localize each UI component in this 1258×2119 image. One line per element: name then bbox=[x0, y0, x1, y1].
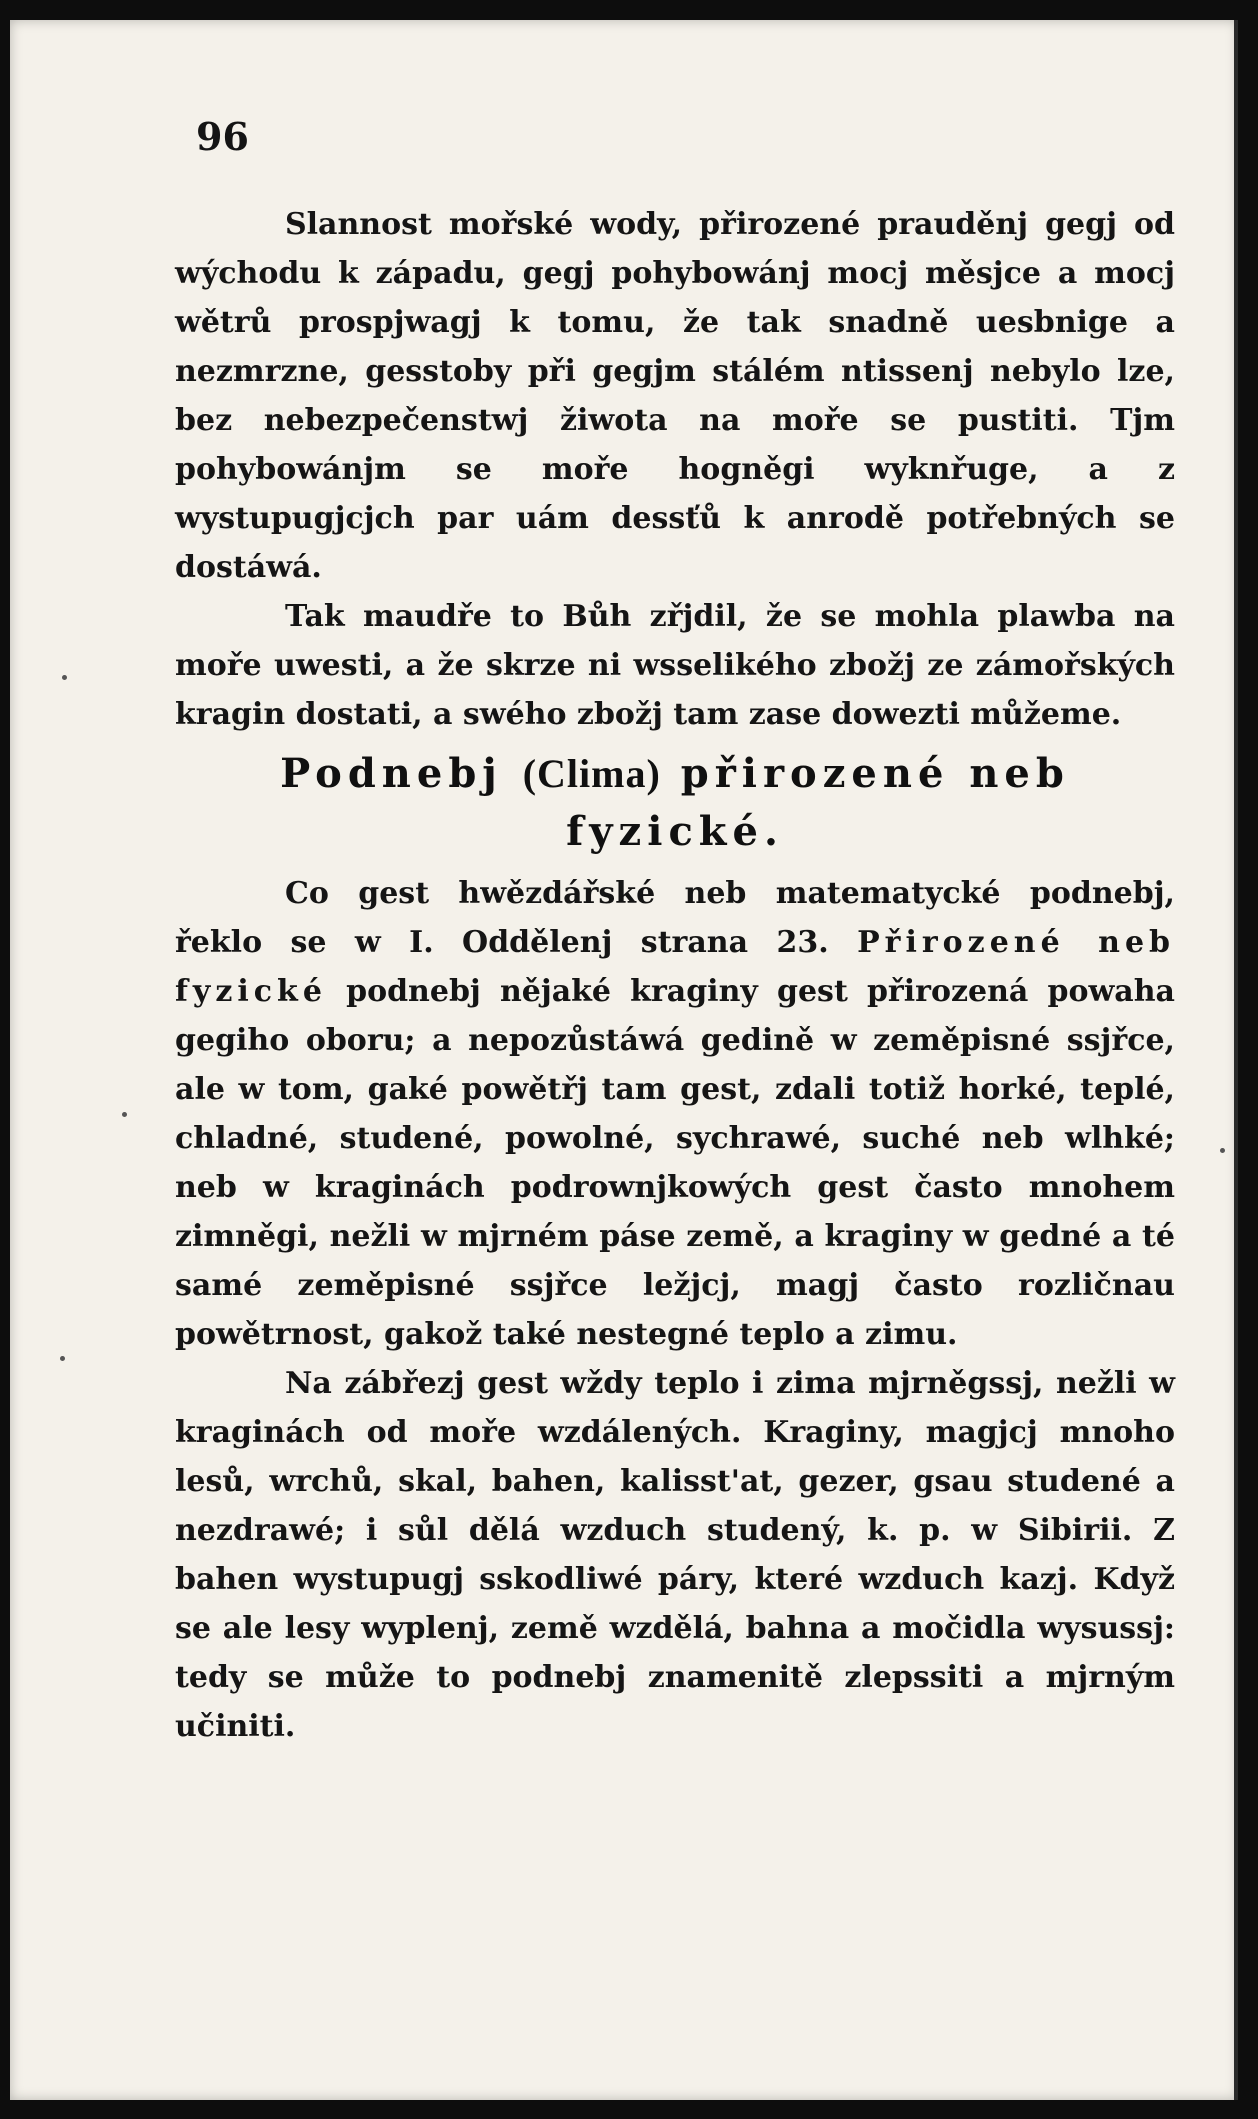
print-speck bbox=[122, 1112, 127, 1117]
heading-word: Podnebj bbox=[280, 750, 503, 797]
print-speck bbox=[1220, 1148, 1225, 1153]
section-heading-continued: fyzické. bbox=[566, 808, 784, 855]
heading-word: přirozené neb bbox=[680, 750, 1070, 797]
print-speck bbox=[62, 675, 67, 680]
print-speck bbox=[60, 1356, 65, 1361]
heading-latin-term: (Clima) bbox=[522, 751, 661, 796]
body-text bbox=[175, 200, 1175, 1751]
paragraph: Tak maudře to Bůh zřjdil, že se mohla plawba na moře uwesti, a že skrze ni wsselikého zbožj ze zámořských kragin dostati, a swého zbožj tam zase dowezti můžeme. bbox=[175, 599, 1175, 732]
emphasized-term: Přirozené neb fyzické bbox=[175, 925, 1176, 1009]
paragraph-text: podnebj nějaké kraginy gest přirozená powaha gegiho oboru; a nepozůstáwá gedině w zeměpisné ssjřce, ale w tom, gaké powětřj tam gest, zdali totiž horké, teplé, chladné, studené, powolné, sychrawé, suché neb wlhké; neb w kraginách podrownjkowých gest často mnohem zimněgi, nežli w mjrném páse země, a kraginy w gedné a té samé zeměpisné ssjřce ležjcj, magj často rozličnau powětrnost, gakož také nestegné teplo a zimu. bbox=[175, 974, 1175, 1352]
page-edge-shadow bbox=[1234, 20, 1238, 2100]
page-number: 96 bbox=[196, 114, 249, 159]
book-page bbox=[10, 20, 1238, 2100]
paragraph-text: Co gest hwězdářské neb matematycké podnebj, řeklo se w I. Oddělenj strana 23. bbox=[175, 876, 1175, 960]
paragraph: Na zábřezj gest wždy teplo i zima mjrněgssj, nežli w kraginách od moře wzdálených. Kraginy, magjcj mnoho lesů, wrchů, skal, bahen, kalisst'at, gezer, gsau studené a nezdrawé; i sůl dělá wzduch studený, k. p. w Sibirii. Z bahen wystupugj sskodliwé páry, které wzduch kazj. Když se ale lesy wyplenj, země wzdělá, bahna a močidla wysussj: tedy se může to podnebj znamenitě zlepssiti a mjrným učiniti. bbox=[175, 1366, 1175, 1744]
section-heading bbox=[175, 745, 1175, 803]
paragraph bbox=[175, 869, 1175, 1359]
paragraph: Slannost mořské wody, přirozené prauděnj gegj od wýchodu k západu, gegj pohybowánj mocj měsjce a mocj wětrů prospjwagj k tomu, že tak snadně uesbnige a nezmrzne, gesstoby při gegjm stálém ntissenj nebylo lze, bez nebezpečenstwj žiwota na moře se pustiti. Tjm pohybowánjm se moře hogněgi wyknřuge, a z wystupugjcjch par uám dessťů k anrodě potřebných se dostáwá. bbox=[175, 207, 1175, 585]
